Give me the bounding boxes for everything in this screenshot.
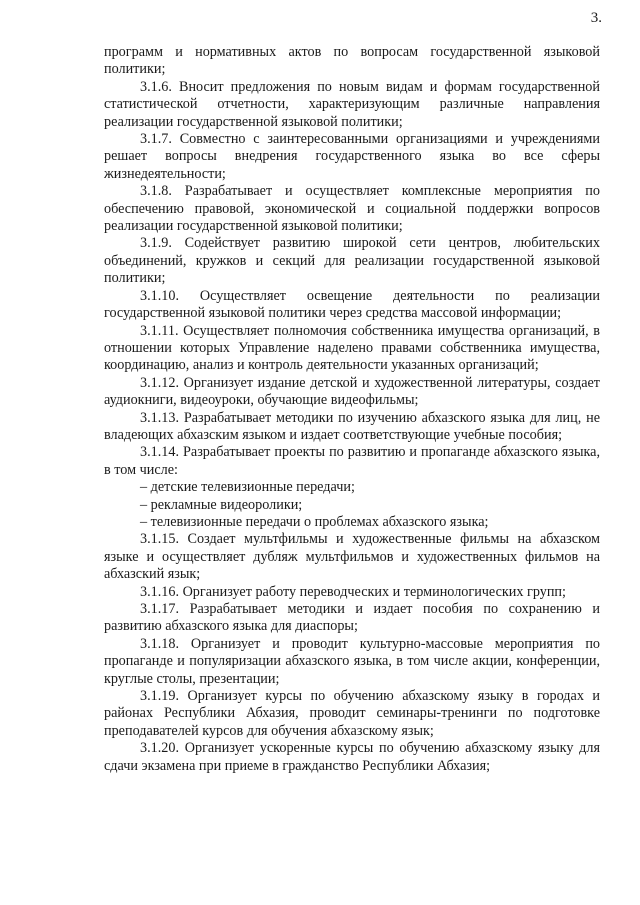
paragraph: 3.1.8. Разрабатывает и осуществляет комплексные мероприятия по обеспечению правовой, экономической и социальной поддержки вопросов реализации государственной языковой политики; xyxy=(104,183,600,235)
paragraph: 3.1.14. Разрабатывает проекты по развитию и пропаганде абхазского языка, в том числе: xyxy=(104,444,600,478)
list-item: – детские телевизионные передачи; xyxy=(140,479,355,496)
paragraph: 3.1.7. Совместно с заинтересованными организациями и учреждениями решает вопросы внедрения государственного языка во все сферы жизнедеятельности; xyxy=(104,131,600,182)
list-item: – телевизионные передачи о проблемах абхазского языка; xyxy=(140,513,489,530)
paragraph: 3.1.19. Организует курсы по обучению абхазскому языку в городах и районах Республики Абхазия, проводит семинары-тренинги по подготовке преподавателей курсов для обучения абхазскому язык; xyxy=(104,688,600,739)
paragraph: 3.1.18. Организует и проводит культурно-массовые мероприятия по пропаганде и популяризации абхазского языка, в том числе акции, конференции, круглые столы, презентации; xyxy=(104,635,600,687)
document-body xyxy=(104,44,600,775)
paragraph: 3.1.11. Осуществляет полномочия собственника имущества организаций, в отношении которых Управление наделено правами собственника имущества, координацию, анализ и контроль деятельности указанных организаций; xyxy=(104,322,600,374)
paragraph: 3.1.17. Разрабатывает методики и издает пособия по сохранению и развитию абхазского языка для диаспоры; xyxy=(104,601,600,635)
paragraph: 3.1.20. Организует ускоренные курсы по обучению абхазскому языку для сдачи экзамена при приеме в гражданство Республики Абхазия; xyxy=(104,740,600,774)
paragraph: программ и нормативных актов по вопросам государственной языковой политики; xyxy=(104,44,600,78)
paragraph: 3.1.9. Содействует развитию широкой сети центров, любительских объединений, кружков и секций для реализации государственной языковой политики; xyxy=(104,235,600,287)
paragraph: 3.1.6. Вносит предложения по новым видам и формам государственной статистической отчетности, характеризующим различные направления реализации государственной языковой политики; xyxy=(104,78,600,130)
paragraph: 3.1.13. Разрабатывает методики по изучению абхазского языка для лиц, не владеющих абхазским языком и издает соответствующие учебные пособия; xyxy=(104,409,600,443)
paragraph: 3.1.15. Создает мультфильмы и художественные фильмы на абхазском языке и осуществляет дубляж мультфильмов и художественных фильмов на абхазский язык; xyxy=(104,531,600,583)
paragraph: 3.1.12. Организует издание детской и художественной литературы, создает аудиокниги, видеоуроки, обучающие видеофильмы; xyxy=(104,374,600,409)
paragraph: 3.1.10. Осуществляет освещение деятельности по реализации государственной языковой политики через средства массовой информации; xyxy=(104,287,600,322)
page-number: 3. xyxy=(590,10,602,26)
paragraph: 3.1.16. Организует работу переводческих и терминологических групп; xyxy=(140,583,566,600)
list-item: – рекламные видеоролики; xyxy=(140,496,303,513)
